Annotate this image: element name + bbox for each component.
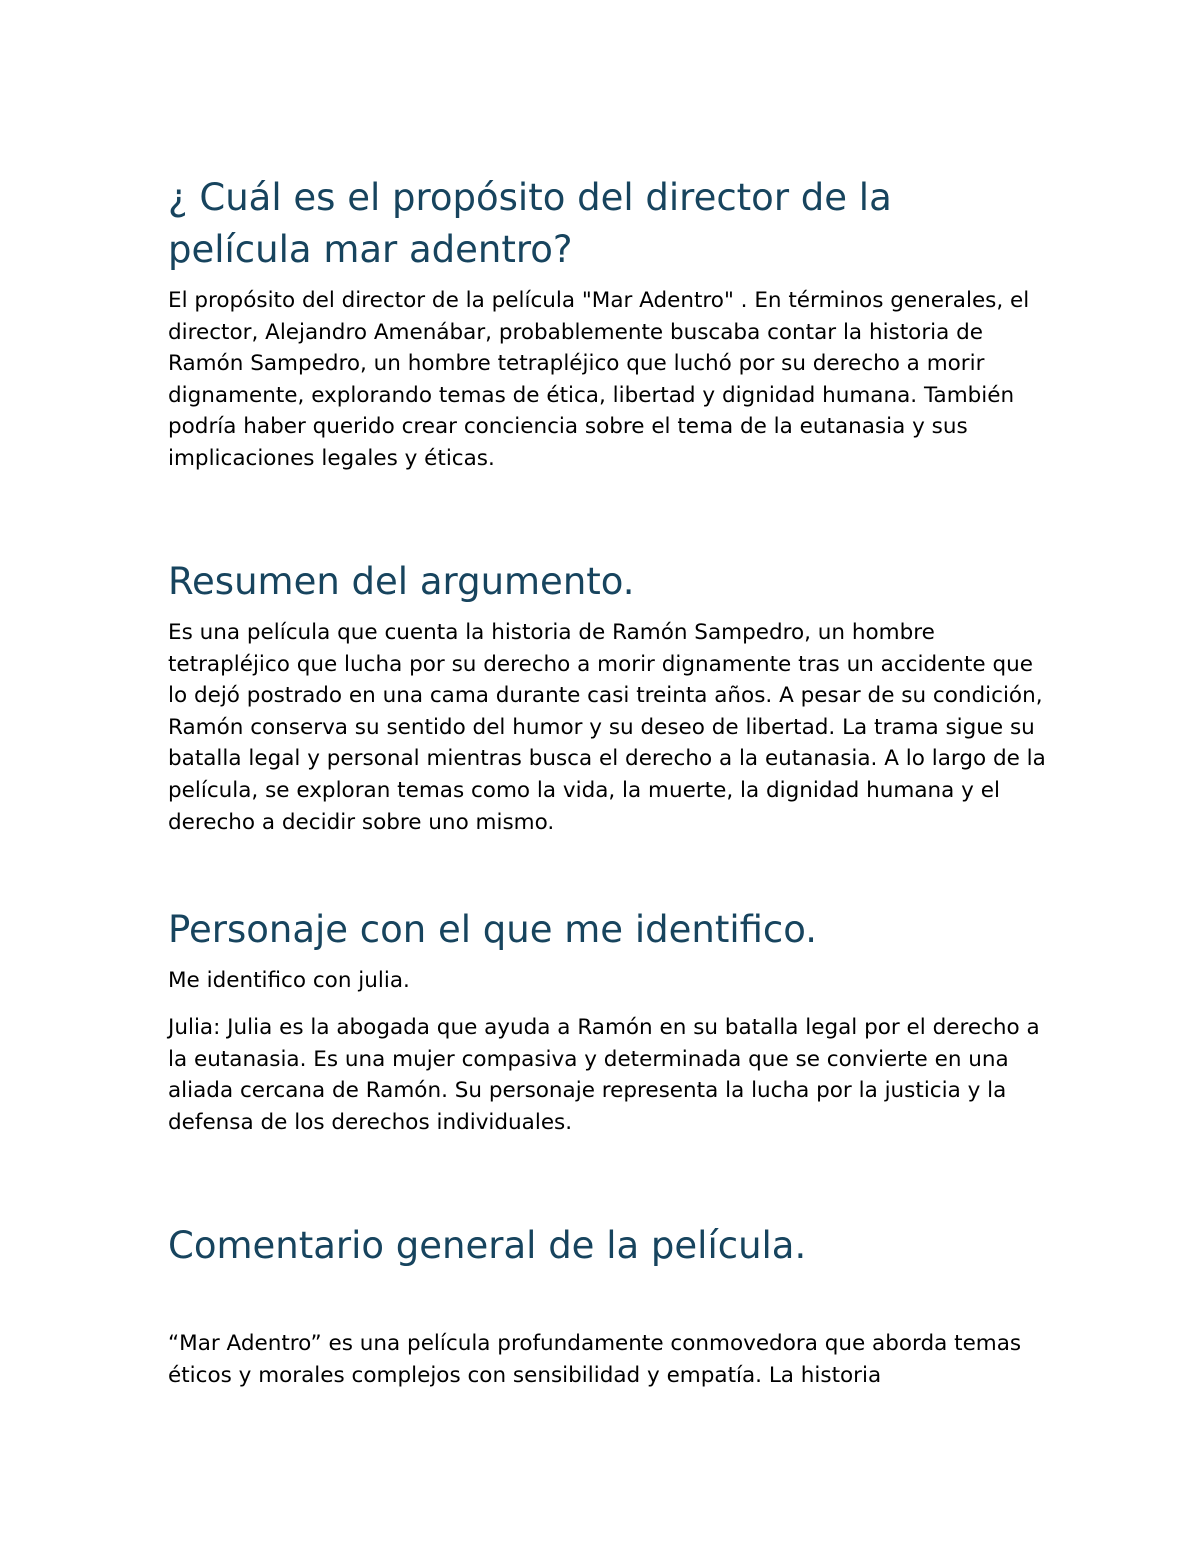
paragraph-julia: Julia: Julia es la abogada que ayuda a Ramón en su batalla legal por el derecho a la eutanasia. Es una mujer compasiva y determinada que se convierte en una aliada cercana de Ramón. Su personaje representa la lucha por la justicia y la defensa de los derechos individuales. (168, 1015, 1040, 1135)
paragraph-identifico: Me identifico con julia. (168, 968, 410, 993)
paragraph-resumen: Es una película que cuenta la historia de Ramón Sampedro, un hombre tetrapléjico que lucha por su derecho a morir dignamente tras un accidente que lo dejó postrado en una cama durante casi treinta años. A pesar de su condición, Ramón conserva su sentido del humor y su deseo de libertad. La trama sigue su batalla legal y personal mientras busca el derecho a la eutanasia. A lo largo de la película, se exploran temas como la vida, la muerte, la dignidad humana y el derecho a decidir sobre uno mismo. (168, 620, 1046, 835)
section-heading-comentario: Comentario general de la película. (168, 1224, 807, 1267)
section-heading-proposito: ¿ Cuál es el propósito del director de la película mar adentro? (168, 176, 892, 271)
section-heading-resumen: Resumen del argumento. (168, 560, 635, 603)
paragraph-comentario: “Mar Adentro” es una película profundamente conmovedora que aborda temas éticos y morales complejos con sensibilidad y empatía. La historia (168, 1331, 1022, 1388)
section-heading-personaje: Personaje con el que me identifico. (168, 908, 817, 951)
paragraph-proposito: El propósito del director de la película "Mar Adentro" . En términos generales, el director, Alejandro Amenábar, probablemente buscaba contar la historia de Ramón Sampedro, un hombre tetrapléjico que luchó por su derecho a morir dignamente, explorando temas de ética, libertad y dignidad humana. También podría haber querido crear conciencia sobre el tema de la eutanasia y sus implicaciones legales y éticas. (168, 288, 1030, 471)
